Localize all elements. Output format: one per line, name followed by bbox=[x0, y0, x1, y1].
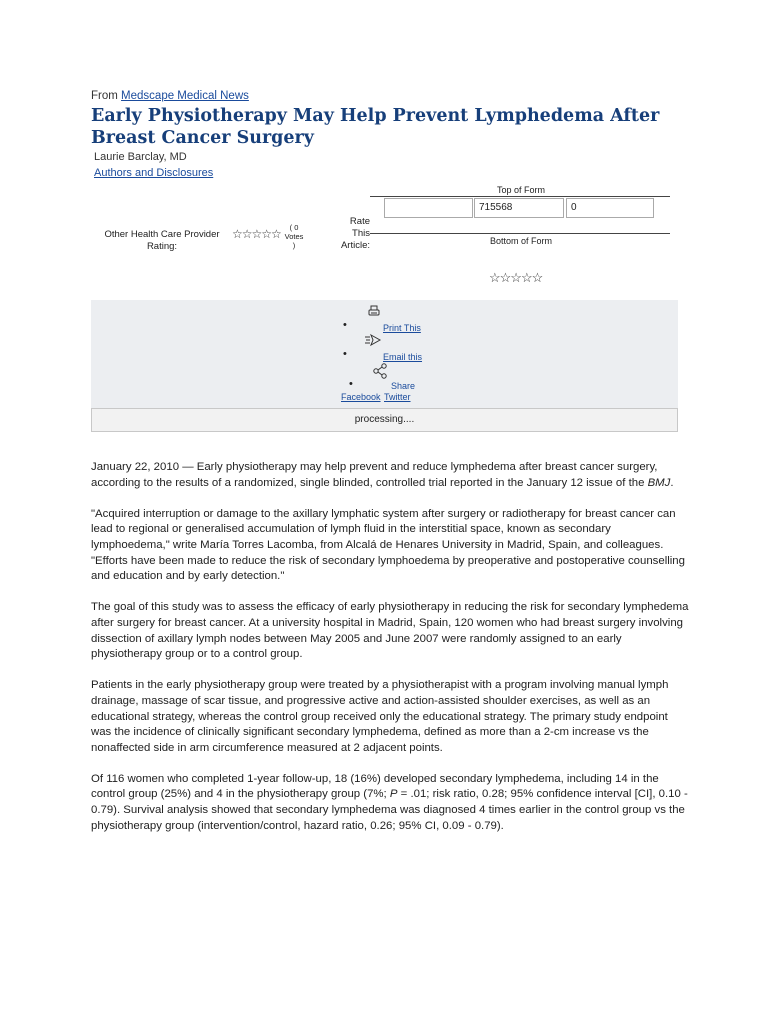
paragraph-2: "Acquired interruption or damage to the axillary lymphatic system after surgery or radiotherapy for breast cancer can lead to regional or generalised accumulation of lymph fluid in the interstitial space, known as secondary lymphoedema," write María Torres Lacomba, from Alcalá de Henares University in Madrid, Spain, and colleagues. "Efforts have been made to reduce the risk of secondary lymphoedema by preoperative and postoperative counselling and education and by early detection." bbox=[91, 507, 685, 583]
votes-count: ( 0 Votes ) bbox=[284, 223, 304, 250]
authors-disclosures-link[interactable]: Authors and Disclosures bbox=[94, 167, 214, 179]
paragraph-3: The goal of this study was to assess the efficacy of early physiotherapy in reducing the risk for secondary lymphedema after surgery for breast cancer. At a university hospital in Madrid, Spain, 120 women who had breast surgery involving dissection of axillary lymph nodes between May 2005 and June 2007 were randomly assigned to an early physiotherapy group or to a control group. bbox=[91, 601, 689, 661]
printer-icon[interactable] bbox=[367, 305, 381, 317]
print-bullet: • bbox=[343, 319, 347, 331]
top-of-form-label: Top of Form bbox=[496, 185, 545, 195]
facebook-link[interactable]: Facebook bbox=[341, 392, 381, 402]
share-bullet: • bbox=[349, 378, 353, 390]
bottom-of-form-label: Bottom of Form bbox=[489, 236, 552, 246]
rating-input-value[interactable]: 0 bbox=[566, 198, 654, 218]
rating-input-id[interactable]: 715568 bbox=[474, 198, 564, 218]
form-top-divider bbox=[370, 196, 670, 197]
other-rating-stars-icon: ☆☆☆☆☆ bbox=[232, 227, 281, 241]
print-link[interactable]: Print This bbox=[383, 323, 421, 333]
share-icon[interactable] bbox=[372, 363, 388, 379]
source-line bbox=[91, 90, 249, 102]
processing-status: processing.... bbox=[91, 408, 678, 432]
source-link[interactable]: Medscape Medical News bbox=[121, 90, 249, 102]
email-bullet: • bbox=[343, 348, 347, 360]
other-provider-rating-label: Other Health Care Provider Rating: bbox=[104, 229, 220, 252]
author-name: Laurie Barclay, MD bbox=[94, 151, 187, 163]
rate-article-stars-icon[interactable]: ☆☆☆☆☆ bbox=[489, 270, 543, 285]
journal-name: BMJ bbox=[647, 476, 671, 489]
rating-input-blank[interactable] bbox=[384, 198, 473, 218]
email-link[interactable]: Email this bbox=[383, 352, 423, 362]
paragraph-1: January 22, 2010 — Early physiotherapy may help prevent and reduce lymphedema after breast cancer surgery, according to the results of a randomized, single blinded, controlled trial reported in the January 12 issue of the BMJ. bbox=[91, 461, 674, 489]
article-title: Early Physiotherapy May Help Prevent Lymphedema After Breast Cancer Surgery bbox=[91, 106, 660, 148]
from-prefix: From bbox=[91, 90, 118, 102]
paragraph-5: Of 116 women who completed 1-year follow-up, 18 (16%) developed secondary lymphedema, including 14 in the control group (25%) and 4 in the physiotherapy group (7%; P = .01; risk ratio, 0.28; 95% confidence interval [CI], 0.10 - 0.79). Survival analysis showed that secondary lymphedema was diagnosed 4 times earlier in the control group vs the physiotherapy group (intervention/control, hazard ratio, 0.26; 95% CI, 0.09 - 0.79). bbox=[91, 772, 688, 832]
rate-article-label: Rate This Article: bbox=[340, 216, 370, 251]
share-label: Share bbox=[391, 381, 416, 391]
article-body bbox=[91, 460, 691, 850]
twitter-link[interactable]: Twitter bbox=[384, 392, 411, 402]
email-icon[interactable] bbox=[364, 333, 382, 347]
paragraph-4: Patients in the early physiotherapy group were treated by a physiotherapist with a program involving manual lymph drainage, massage of scar tissue, and progressive active and action-assisted shoulder exercises, as well as an educational strategy, whereas the control group received only the educational strategy. The primary study endpoint was the incidence of clinically significant secondary lymphedema, defined as more than a 2-cm increase vs the nonaffected side in arm circumference measured at 2 adjacent points. bbox=[91, 679, 669, 754]
form-bottom-divider bbox=[370, 233, 670, 234]
